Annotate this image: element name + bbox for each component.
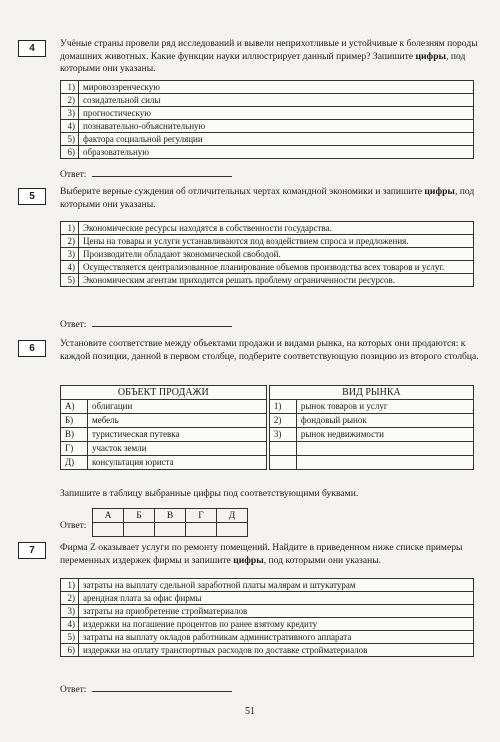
option-text: созидательной силы	[79, 94, 474, 107]
option-text: издержки на оплату транспортных расходов по доставке стройматериалов	[79, 644, 474, 657]
answer-line[interactable]	[92, 318, 232, 327]
market-text	[296, 456, 473, 470]
option-row	[61, 133, 474, 146]
question-7-text: Фирма Z оказывает услуги по ремонту помещений. Найдите в приведенном ниже списке примеры переменных издержек фирмы и запишите цифры, под которыми они указаны.	[60, 542, 463, 566]
object-letter: Г)	[61, 442, 88, 456]
question-number-4: 4	[18, 40, 46, 57]
option-row	[61, 146, 474, 159]
option-text: затраты на выплату окладов работникам административного аппарата	[79, 631, 474, 644]
question-5-text: Выберите верные суждения об отличительных чертах командной экономики и запишите цифры, под которыми они указаны.	[60, 186, 475, 210]
option-number: 1)	[61, 81, 79, 94]
option-row	[61, 644, 474, 657]
option-row	[61, 222, 474, 235]
answer-letter: А	[93, 509, 124, 523]
option-row	[61, 120, 474, 133]
question-4-options	[60, 80, 474, 159]
option-number: 5)	[61, 631, 79, 644]
question-6-match-table	[60, 385, 474, 470]
question-5-answer: Ответ:	[60, 318, 232, 330]
option-text: образовательную	[79, 146, 474, 159]
question-number-5: 5	[18, 188, 46, 205]
object-text: участок земли	[88, 442, 267, 456]
option-row	[61, 81, 474, 94]
answer-cells-row	[93, 523, 248, 537]
option-text: Производители обладают экономической свободой.	[79, 248, 474, 261]
option-number: 2)	[61, 235, 79, 248]
match-row	[61, 442, 474, 456]
option-text: Осуществляется централизованное планирование объемов производства всех товаров и услуг.	[79, 261, 474, 274]
question-6-answer-label: Ответ:	[60, 521, 87, 531]
question-4-answer: Ответ:	[60, 168, 232, 180]
option-text: затраты на приобретение стройматериалов	[79, 605, 474, 618]
option-number: 1)	[61, 579, 79, 592]
answer-letter: Г	[186, 509, 217, 523]
object-text: туристическая путевка	[88, 428, 267, 442]
question-4-text: Учёные страны провели ряд исследований и вывели неприхотливые и устойчивые к болезням породы домашних животных. Какие функции науки иллюстрирует данный пример? Запишите цифры, под которыми они указаны.	[60, 38, 478, 74]
object-letter: В)	[61, 428, 88, 442]
option-text: издержки на погашение процентов по ранее взятому кредиту	[79, 618, 474, 631]
answer-letter: Д	[217, 509, 248, 523]
option-row	[61, 261, 474, 274]
market-number: 2)	[269, 414, 296, 428]
question-number-6: 6	[18, 340, 46, 357]
question-7-answer: Ответ:	[60, 683, 232, 695]
market-number: 1)	[269, 400, 296, 414]
option-text: Экономические ресурсы находятся в собственности государства.	[79, 222, 474, 235]
answer-line[interactable]	[92, 168, 232, 177]
market-text: фондовый рынок	[296, 414, 473, 428]
option-number: 2)	[61, 592, 79, 605]
column-header-market: ВИД РЫНКА	[269, 386, 473, 400]
market-number: 3)	[269, 428, 296, 442]
question-6-answer-grid	[92, 508, 248, 537]
object-letter: Б)	[61, 414, 88, 428]
market-number	[269, 456, 296, 470]
answer-letter: В	[155, 509, 186, 523]
answer-letter: Б	[124, 509, 155, 523]
option-number: 3)	[61, 107, 79, 120]
option-row	[61, 605, 474, 618]
option-row	[61, 107, 474, 120]
option-number: 6)	[61, 644, 79, 657]
object-text: облигации	[88, 400, 267, 414]
option-row	[61, 618, 474, 631]
option-row	[61, 94, 474, 107]
market-text: рынок товаров и услуг	[296, 400, 473, 414]
question-6-text: Установите соответствие между объектами продажи и видами рынка, на которых они продаются: к каждой позиции, данной в первом столбце, подберите соответствующую позицию из второго столбца.	[60, 338, 479, 362]
answer-cell[interactable]	[124, 523, 155, 537]
option-row	[61, 631, 474, 644]
question-6-instruction: Запишите в таблицу выбранные цифры под соответствующими буквами.	[60, 488, 359, 499]
option-number: 6)	[61, 146, 79, 159]
option-number: 4)	[61, 120, 79, 133]
match-row	[61, 456, 474, 470]
answer-cell[interactable]	[155, 523, 186, 537]
answer-line[interactable]	[92, 683, 232, 692]
option-row	[61, 579, 474, 592]
match-header-row	[61, 386, 474, 400]
option-number: 4)	[61, 618, 79, 631]
answer-cell[interactable]	[93, 523, 124, 537]
option-text: Цены на товары и услуги устанавливаются под воздействием спроса и предложения.	[79, 235, 474, 248]
option-text: фактора социальной регуляции	[79, 133, 474, 146]
option-number: 2)	[61, 94, 79, 107]
match-row	[61, 400, 474, 414]
option-text: арендная плата за офис фирмы	[79, 592, 474, 605]
option-text: прогностическую	[79, 107, 474, 120]
option-text: затраты на выплату сдельной заработной платы малярам и штукатурам	[79, 579, 474, 592]
option-number: 5)	[61, 133, 79, 146]
page-number: 51	[245, 706, 255, 717]
answer-cell[interactable]	[217, 523, 248, 537]
option-row	[61, 248, 474, 261]
match-row	[61, 414, 474, 428]
market-text	[296, 442, 473, 456]
market-text: рынок недвижимости	[296, 428, 473, 442]
object-text: консультация юриста	[88, 456, 267, 470]
question-7-options	[60, 578, 474, 657]
match-row	[61, 428, 474, 442]
option-text: мировоззренческую	[79, 81, 474, 94]
answer-letters-row	[93, 509, 248, 523]
question-5-options	[60, 221, 474, 287]
option-number: 3)	[61, 248, 79, 261]
market-number	[269, 442, 296, 456]
column-header-object: ОБЪЕКТ ПРОДАЖИ	[61, 386, 267, 400]
answer-cell[interactable]	[186, 523, 217, 537]
option-text: Экономическим агентам приходится решать проблему ограниченности ресурсов.	[79, 274, 474, 287]
object-letter: Д)	[61, 456, 88, 470]
option-text: познавательно-объяснительную	[79, 120, 474, 133]
option-row	[61, 235, 474, 248]
object-text: мебель	[88, 414, 267, 428]
option-number: 1)	[61, 222, 79, 235]
option-number: 5)	[61, 274, 79, 287]
option-row	[61, 592, 474, 605]
object-letter: А)	[61, 400, 88, 414]
option-row	[61, 274, 474, 287]
option-number: 3)	[61, 605, 79, 618]
option-number: 4)	[61, 261, 79, 274]
question-number-7: 7	[18, 542, 46, 559]
